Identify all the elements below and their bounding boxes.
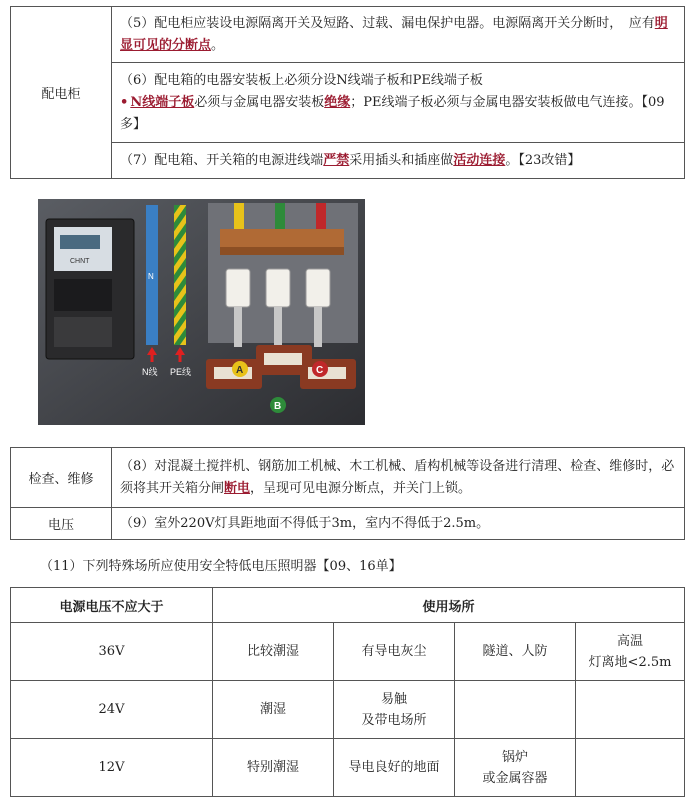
low-voltage-lighting-table — [10, 587, 685, 797]
voltage-cell: 24V — [11, 681, 213, 739]
highlight-movable-connection: 活动连接 — [453, 152, 506, 168]
phase-c-label: C — [316, 365, 324, 376]
location-cell: 锅炉 或金属容器 — [455, 739, 576, 797]
highlight-prohibited: 严禁 — [323, 152, 350, 168]
location-cell: 比较潮湿 — [213, 623, 334, 681]
table-row — [11, 681, 685, 739]
pe-busbar — [174, 205, 186, 345]
rule-8: （8）对混凝土搅拌机、钢筋加工机械、木工机械、盾构机械等设备进行清理、检查、维修时，必须将其开关箱分闸断电，呈现可见电源分断点，并关门上锁。 — [112, 448, 685, 508]
n-line-label: N线 — [142, 367, 158, 377]
location-cell: 有导电灰尘 — [334, 623, 455, 681]
location-cell — [576, 681, 685, 739]
rule-5: （5）配电柜应装设电源隔离开关及短路、过载、漏电保护电器。电源隔离开关分断时， 应有明显可见的分断点。 — [112, 7, 685, 63]
location-cell: 导电良好的地面 — [334, 739, 455, 797]
maintenance-voltage-table — [10, 447, 685, 540]
location-cell: 高温 灯离地<2.5m — [576, 623, 685, 681]
highlight-visible-break: 明显可见的分断点 — [120, 15, 668, 53]
rule-6: （6）配电箱的电器安装板上必须分设N线端子板和PE线端子板 • N线端子板必须与金属电器安装板绝缘；PE线端子板必须与金属电器安装板做电气连接。【09多】 — [112, 63, 685, 143]
distribution-cabinet-table — [10, 6, 685, 179]
distribution-box-illustration — [38, 199, 365, 425]
row-label-voltage: 电压 — [11, 508, 112, 540]
table-row — [11, 739, 685, 797]
highlight-insulation: 绝缘 — [324, 94, 351, 110]
row-label-cabinet: 配电柜 — [11, 7, 112, 179]
location-cell — [576, 739, 685, 797]
voltage-cell: 36V — [11, 623, 213, 681]
section-11-caption: （11）下列特殊场所应使用安全特低电压照明器【09、16单】 — [40, 559, 402, 574]
pe-line-label: PE线 — [170, 367, 192, 377]
voltage-cell: 12V — [11, 739, 213, 797]
rule-9: （9）室外220V灯具距地面不得低于3m，室内不得低于2.5m。 — [112, 508, 685, 540]
phase-a-label: A — [236, 365, 244, 376]
location-cell: 特别潮湿 — [213, 739, 334, 797]
highlight-power-off: 断电 — [224, 480, 251, 496]
location-cell — [455, 681, 576, 739]
location-cell: 潮湿 — [213, 681, 334, 739]
svg-text:N: N — [148, 272, 154, 281]
phase-b-label: B — [274, 401, 282, 412]
distribution-box-photo — [38, 199, 365, 425]
location-cell: 隧道、人防 — [455, 623, 576, 681]
highlight-n-terminal: N线端子板 — [130, 94, 195, 110]
table-row — [11, 623, 685, 681]
meter-brand-label: CHNT — [70, 258, 90, 265]
rule-7: （7）配电箱、开关箱的电源进线端严禁采用插头和插座做活动连接。【23改错】 — [112, 143, 685, 179]
header-max-voltage: 电源电压不应大于 — [11, 588, 213, 623]
row-label-maintenance: 检查、维修 — [11, 448, 112, 508]
header-usage-locations: 使用场所 — [213, 588, 685, 623]
location-cell: 易触 及带电场所 — [334, 681, 455, 739]
